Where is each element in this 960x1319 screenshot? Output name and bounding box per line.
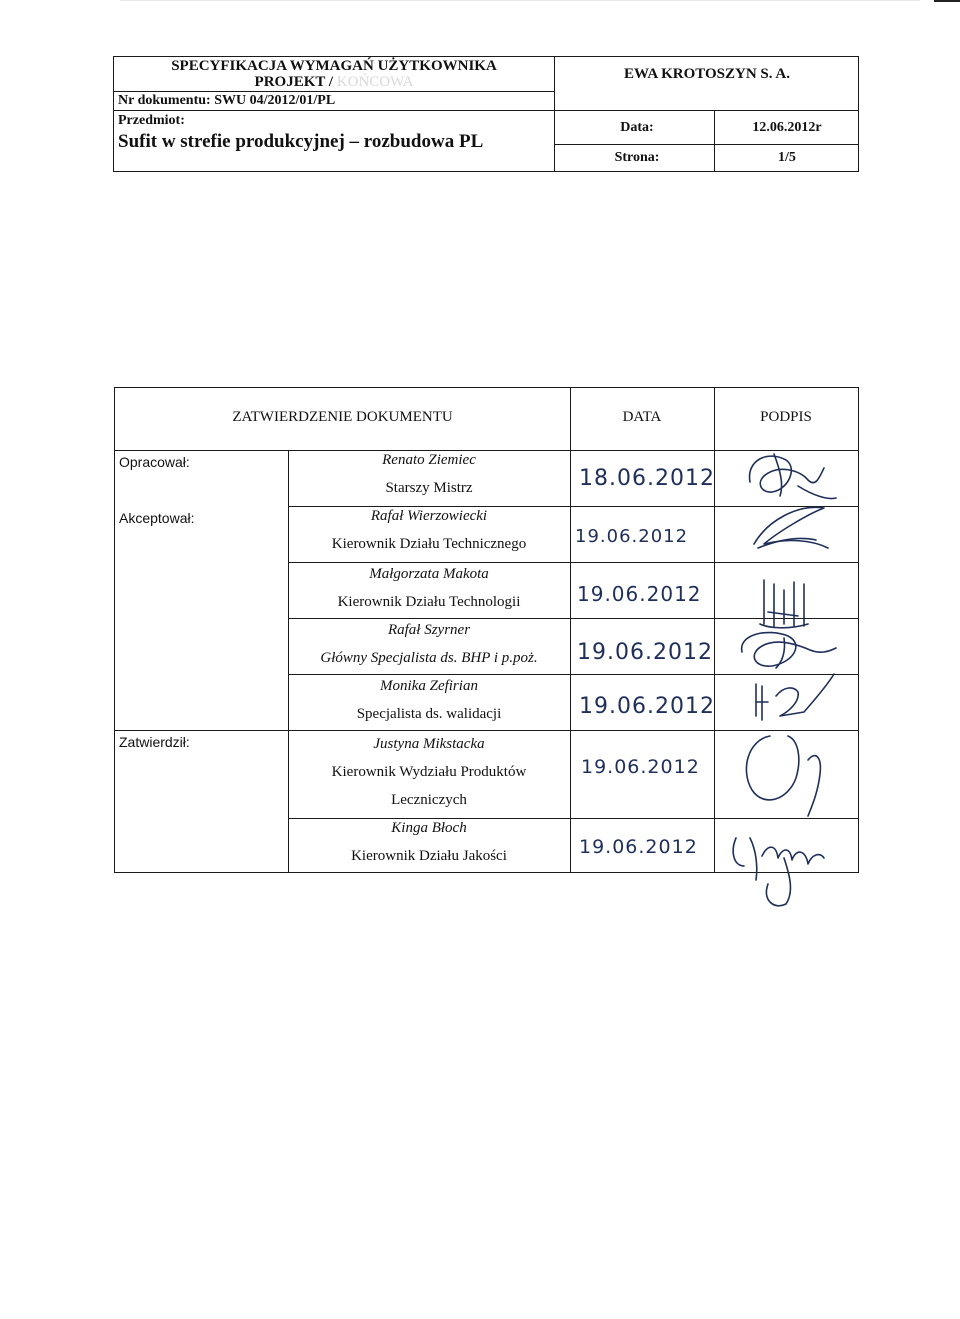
person-position: Kierownik Wydziału Produktów <box>331 764 527 780</box>
handwritten-date: 19.06.2012 <box>579 836 698 858</box>
handwritten-date: 19.06.2012 <box>579 694 715 719</box>
role-prepared: Opracował: <box>119 454 190 470</box>
handwritten-date: 19.06.2012 <box>577 640 713 665</box>
scan-artifact <box>120 0 920 1</box>
subject-label: Przedmiot: <box>118 113 185 128</box>
date-label: Data: <box>620 120 654 135</box>
handwritten-date: 19.06.2012 <box>581 756 700 778</box>
handwritten-date: 19.06.2012 <box>577 582 702 606</box>
person-position-cont: Leczniczych <box>391 792 467 808</box>
signature-scribbles <box>728 440 848 910</box>
role-accepted: Akceptował: <box>119 510 195 526</box>
project-label-text: PROJEKT / <box>254 74 334 90</box>
person-name: Justyna Mikstacka <box>373 736 485 752</box>
page-value: 1/5 <box>778 150 796 165</box>
doc-number-label: Nr dokumentu: <box>118 93 211 108</box>
subject-value: Sufit w strefie produkcyjnej – rozbudowa PL <box>118 131 484 152</box>
person-position: Kierownik Działu Jakości <box>351 848 507 864</box>
handwritten-date: 19.06.2012 <box>575 526 689 547</box>
date-value: 12.06.2012r <box>752 120 822 135</box>
spec-title: SPECYFIKACJA WYMAGAŃ UŻYTKOWNIKA <box>171 58 497 74</box>
person-position: Kierownik Działu Technologii <box>337 594 521 610</box>
person-name: Renato Ziemiec <box>382 452 476 468</box>
project-status-faded: KOŃCOWA <box>336 74 414 90</box>
person-name: Rafał Szyrner <box>387 622 471 638</box>
person-position: Starszy Mistrz <box>385 480 473 496</box>
document-header <box>113 56 859 172</box>
person-position: Specjalista ds. walidacji <box>356 706 502 722</box>
page-label: Strona: <box>614 150 660 165</box>
person-name: Kinga Błoch <box>391 820 467 836</box>
approval-heading: ZATWIERDZENIE DOKUMENTU <box>232 409 453 425</box>
project-label <box>114 74 554 91</box>
company-name: EWA KROTOSZYN S. A. <box>623 66 791 82</box>
person-position: Kierownik Działu Technicznego <box>331 536 527 552</box>
signature-column-heading: PODPIS <box>760 409 812 425</box>
doc-number <box>118 93 335 109</box>
doc-number-value: SWU 04/2012/01/PL <box>214 93 336 108</box>
role-approved: Zatwierdził: <box>119 734 190 750</box>
handwritten-date: 18.06.2012 <box>579 466 715 491</box>
person-name: Rafał Wierzowiecki <box>370 508 488 524</box>
corner-mark <box>934 0 960 2</box>
date-column-heading: DATA <box>622 409 662 425</box>
person-name: Monika Zefirian <box>380 678 478 694</box>
person-position: Główny Specjalista ds. BHP i p.poż. <box>320 650 538 666</box>
person-name: Małgorzata Makota <box>369 566 489 582</box>
